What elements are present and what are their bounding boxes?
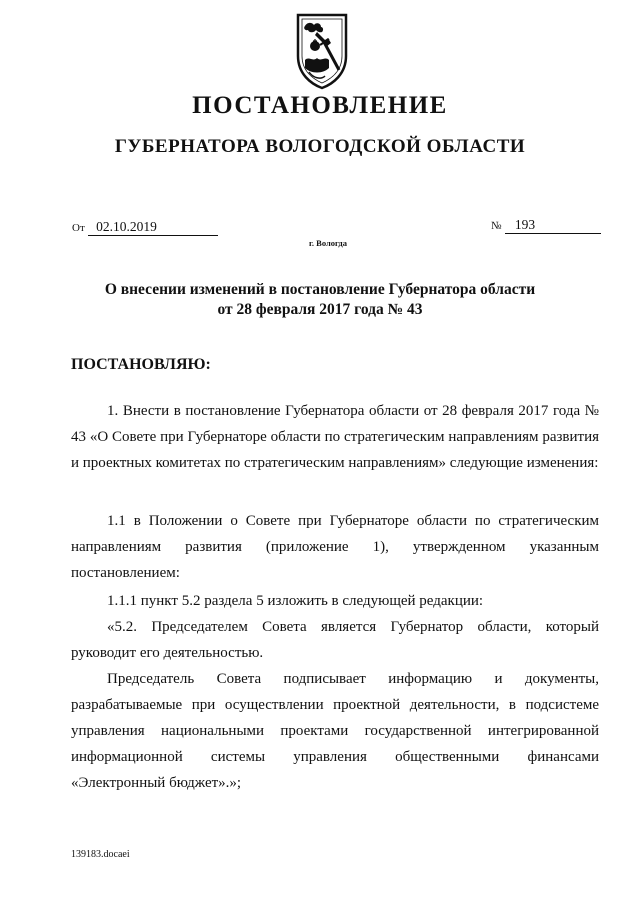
number-label: № [491,220,502,232]
city-label: г. Вологда [309,238,347,248]
date-value: 02.10.2019 [88,218,218,236]
file-name: 139183.docaei [71,849,130,860]
document-title: ПОСТАНОВЛЕНИЕ [192,92,448,119]
paragraph-1: 1. Внести в постановление Губернатора области от 28 февраля 2017 года № 43 «О Совете при Губернаторе области по стратегическим направлениям развития и проектных комитетах по стратегическим направлениям» следующие изменения: [71,403,599,471]
date-label: От [72,222,85,234]
paragraph-2: 1.1 в Положении о Совете при Губернаторе области по стратегическим направлениям развития (приложение 1), утвержденном указанным постановлением: [71,513,599,581]
number-field [491,216,601,234]
paragraph-3: 1.1.1 пункт 5.2 раздела 5 изложить в следующей редакции: [107,593,484,609]
paragraph-4: «5.2. Председателем Совета является Губернатор области, который руководит его деятельностью. [71,619,599,661]
number-value: 193 [505,216,601,234]
decree-heading: ПОСТАНОВЛЯЮ: [71,356,211,373]
date-field [72,218,218,236]
document-subtitle: ГУБЕРНАТОРА ВОЛОГОДСКОЙ ОБЛАСТИ [114,136,526,157]
subject-line-2: от 28 февраля 2017 года № 43 [217,301,423,318]
coat-of-arms-icon [295,12,349,90]
subject-line-1: О внесении изменений в постановление Губернатора области [104,281,536,298]
document-subject [0,280,640,320]
paragraph-5: Председатель Совета подписывает информацию и документы, разрабатываемые при осуществлении проектной деятельности, в подсистеме управления национальными проектами государственной интегрированной информационной системы управления общественными финансами «Электронный бюджет».»; [71,671,599,791]
